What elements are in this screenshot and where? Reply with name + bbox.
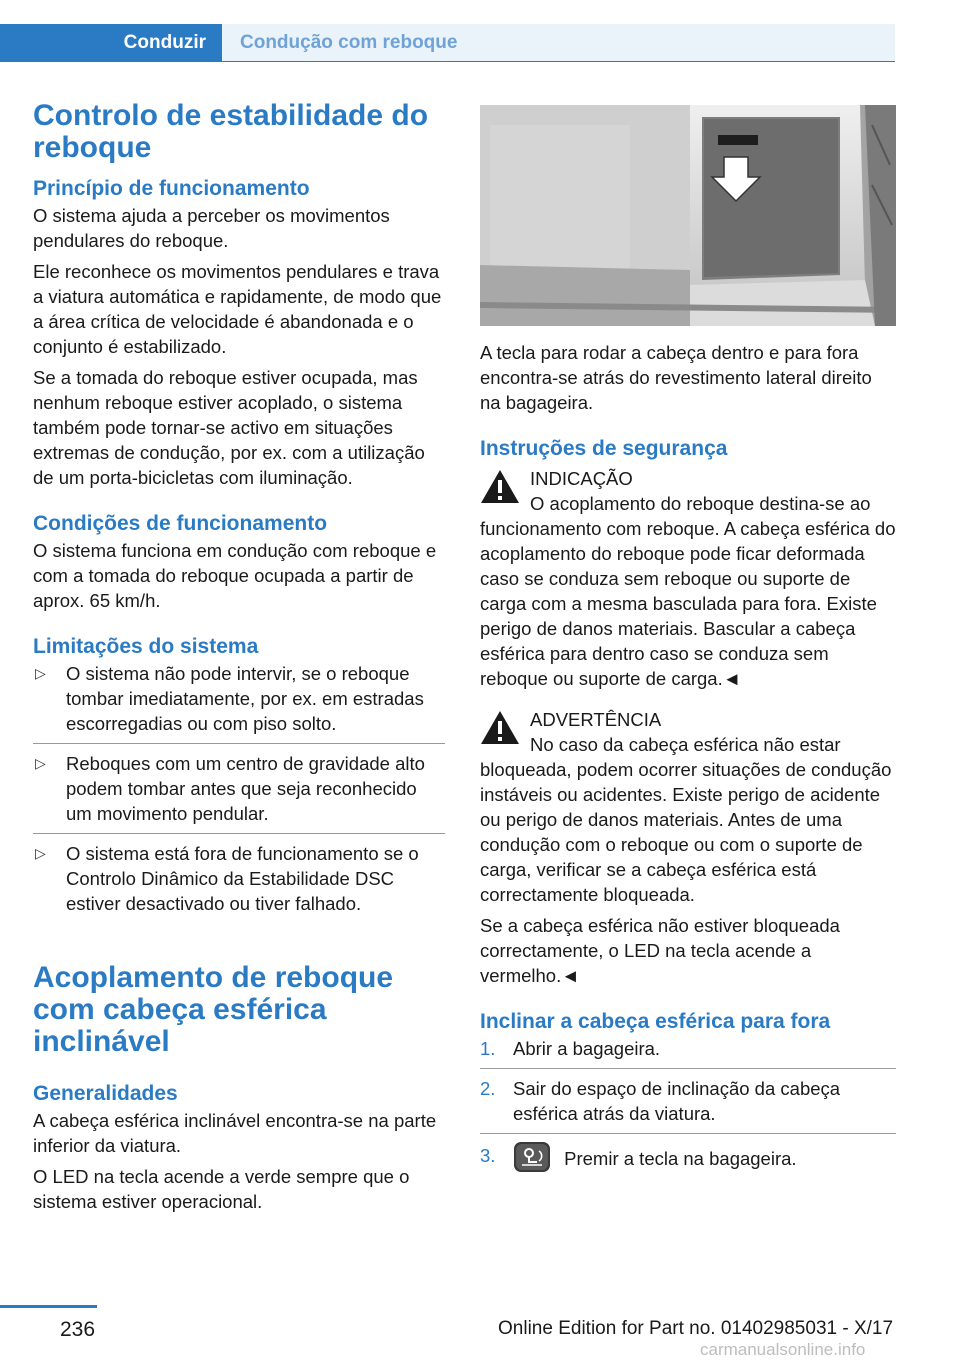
list-item-text: O sistema está fora de funcionamento se o Controlo Dinâmico da Estabilidade DSC estiver desactivado ou tiver falhado. [66,843,419,914]
warning-title: ADVERTÊNCIA [530,709,662,730]
list-item [480,1141,896,1174]
list-divider [33,743,445,744]
tab-conducao-com-reboque: Condução com reboque [222,24,895,61]
heading-tilt-out: Inclinar a cabeça esférica para fora [480,1010,831,1033]
luggage-compartment-photo [480,105,896,326]
para-conditions: O sistema funciona em condução com reboque e com a tomada do reboque ocupada a partir de aprox. 65 km/h. [33,540,437,611]
heading-limits: Limitações do sistema [33,635,259,658]
warning-triangle-icon [480,710,520,745]
note-block [480,466,896,491]
para-principle-3: Se a tomada do reboque estiver ocupada, mas nenhum reboque estiver acoplado, o sistema também pode tornar-se activo em situações extremas de condução, por ex. com a utilização de um porta-bicicletas com iluminação. [33,367,425,488]
footer-rule [0,1305,97,1308]
note-text: O acoplamento do reboque destina-se ao funcionamento com reboque. A cabeça esférica do acoplamento do reboque pode ficar deformada caso se conduza sem reboque ou suporte de carga com a mesma basculada para fora. Existe perigo de danos materiais. Bascular a cabeça esférica para dentro caso se conduza sem reboque ou suporte de carga.◄ [480,493,896,689]
note-title: INDICAÇÃO [530,468,633,489]
para-principle-2: Ele reconhece os movimentos pendulares e trava a viatura automática e rapidamente, de modo que a área crítica de velocidade é abandonada e o conjunto é estabilizado. [33,261,442,357]
triangle-right-icon: ▷ [35,665,46,681]
watermark: carmanualsonline.info [700,1340,866,1359]
edition-text: Online Edition for Part no. 01402985031 - X/17 [498,1318,894,1339]
triangle-right-icon: ▷ [35,845,46,861]
heading-principle: Princípio de funcionamento [33,177,310,200]
para-principle-1: O sistema ajuda a perceber os movimentos pendulares do reboque. [33,205,390,251]
step-number: 3. [480,1145,496,1166]
step-number: 2. [480,1078,496,1099]
list-item [33,751,445,826]
page-number: 236 [60,1318,96,1341]
header-rule [0,61,895,62]
list-divider [480,1133,896,1134]
step-text: Premir a tecla na bagageira. [564,1148,797,1169]
trailer-hitch-key-icon [513,1141,551,1173]
photo-caption: A tecla para rodar a cabeça dentro e para fora encontra-se atrás do revestimento lateral direito na bagageira. [480,342,872,413]
heading-safety: Instruções de segurança [480,437,728,460]
heading-conditions: Condições de funcionamento [33,512,328,535]
list-divider [33,833,445,834]
list-divider [480,1068,896,1069]
limits-list [33,661,445,916]
warning-block [480,707,896,732]
heading-general: Generalidades [33,1082,178,1105]
para-led-red: Se a cabeça esférica não estiver bloqueada correctamente, o LED na tecla acende a vermelho.◄ [480,915,840,986]
triangle-right-icon: ▷ [35,755,46,771]
list-item-text: O sistema não pode intervir, se o reboque tombar imediatamente, por ex. em estradas escorregadias ou com piso solto. [66,663,424,734]
list-item [33,661,445,736]
heading-coupling: Acoplamento de reboque com cabeça esférica inclinável [33,961,394,1058]
warning-text: No caso da cabeça esférica não estar bloqueada, podem ocorrer situações de condução instáveis ou acidentes. Existe perigo de acidente ou perigo de danos materiais. Antes de uma condução com o reboque ou com o suporte de carga, verificar se a cabeça esférica está correctamente bloqueada. [480,734,892,905]
left-column [33,100,445,1214]
list-item-text: Reboques com um centro de gravidade alto podem tombar antes que seja reconhecido um movimento pendular. [66,753,425,824]
list-item [33,841,445,916]
para-general-2: O LED na tecla acende a verde sempre que o sistema estiver operacional. [33,1166,410,1212]
right-column [480,105,896,1174]
step-text: Abrir a bagageira. [513,1038,661,1059]
para-general-1: A cabeça esférica inclinável encontra-se na parte inferior da viatura. [33,1110,437,1156]
steps-list [480,1036,896,1174]
warning-triangle-icon [480,469,520,504]
heading-stability-control: Controlo de estabilidade do reboque [33,99,429,164]
page-header [0,0,895,62]
list-item [480,1076,896,1126]
step-number: 1. [480,1038,496,1059]
step-text: Sair do espaço de inclinação da cabeça esférica atrás da viatura. [513,1078,841,1124]
tab-conduzir: Conduzir [0,24,222,61]
list-item [480,1036,896,1061]
